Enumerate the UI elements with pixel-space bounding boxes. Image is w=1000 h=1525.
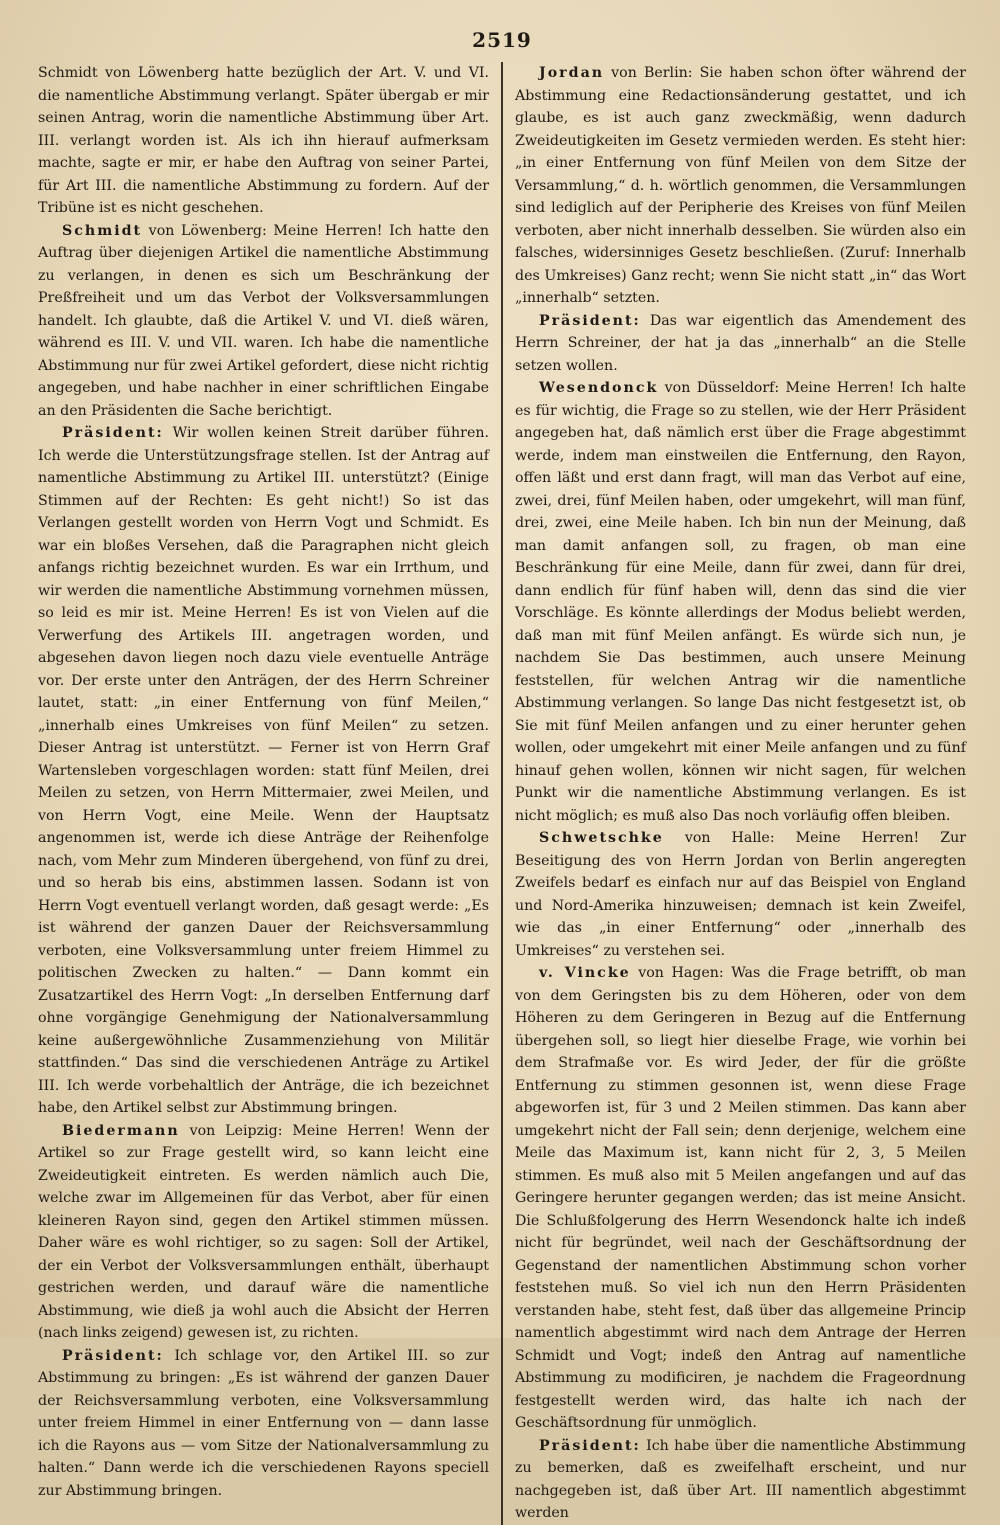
paragraph — [515, 1435, 966, 1525]
paragraph-text: Ich habe über die namentliche Abstimmung zu bemerken, daß es zweifelhaft erscheint, und nur nachgegeben ist, daß über Art. III namentlich abgestimmt werden — [515, 1437, 966, 1521]
paragraph-text: Ich schlage vor, den Artikel III. so zur Abstimmung zu bringen: „Es ist während der ganzen Dauer der Reichsversammlung verboten, eine Volksversammlung unter freiem Himmel in einer Entfernung von — dann lasse ich die Rayons aus — vom Sitze der Nationalversammlung zu halten.“ Dann werde ich die verschiedenen Rayons speciell zur Abstimmung bringen. — [38, 1347, 489, 1499]
speaker-name: Biedermann — [62, 1122, 180, 1139]
page-number: 2519 — [472, 28, 532, 52]
speaker-name: Präsident: — [62, 1347, 164, 1364]
speaker-name: Schwetschke — [539, 830, 664, 846]
paragraph — [515, 62, 966, 310]
paragraph — [38, 1345, 489, 1503]
paragraph-text: von Leipzig: Meine Herren! Wenn der Artikel so zur Frage gestellt wird, so kann leicht eine Zweideutigkeit eintreten. Es werden nämlich auch Die, welche zwar im Allgemeinen für das Verbot, aber für einen kleineren Rayon sind, gegen den Artikel stimmen müssen. Daher wäre es wohl richtiger, so zu sagen: Soll der Artikel, der ein Verbot der Volksversammlungen enthält, überhaupt gestrichen werden, und darauf wäre die namentliche Abstimmung, wie dieß ja wohl auch die Absicht der Herren (nach links zeigend) gewesen ist, zu richten. — [38, 1122, 489, 1341]
speaker-name: v. Vincke — [539, 965, 631, 981]
paragraph — [38, 62, 489, 220]
paragraph-text: von Düsseldorf: Meine Herren! Ich halte es für wichtig, die Frage so zu stellen, wie der Herr Präsident angegeben hat, daß nämlich erst über die Frage abgestimmt werde, indem man einstweilen die Entfernung, den Rayon, offen läßt und erst dann fragt, will man das Verbot auf eine, zwei, drei, fünf Meilen haben, oder umgekehrt, will man fünf, drei, zwei, eine Meile haben. Ich bin nun der Meinung, daß man damit anfangen soll, zu fragen, ob man eine Beschränkung für eine Meile, dann für zwei, dann für drei, dann endlich für fünf haben will, denn das sind die vier Vorschläge. Es könnte allerdings der Modus beliebt werden, daß man mit fünf Meilen anfängt. Es würde sich nun, je nachdem Sie Das bestimmen, auch unsere Meinung feststellen, für welchen Antrag wir die namentliche Abstimmung verlangen. So lange Das nicht festgesetzt ist, ob Sie mit fünf Meilen anfangen und zu einer herunter gehen wollen, oder umgekehrt mit einer Meile anfangen und zu fünf hinauf gehen wollen, können wir nicht sagen, für welchen Punkt wir die namentliche Abstimmung verlangen. Es ist nicht möglich; es muß also Das noch vorläufig offen bleiben. — [515, 380, 966, 824]
paragraph-text: von Hagen: Was die Frage betrifft, ob man von dem Geringsten bis zu dem Höheren, oder von dem Höheren zu dem Geringeren in Bezug auf die Entfernung übergehen soll, so liegt hier dieselbe Frage, wie vorhin bei dem Strafmaße vor. Es wird Jeder, der für die größte Entfernung zu stimmen gesonnen ist, wenn diese Frage abgeworfen ist, für 3 und 2 Meilen stimmen. Das kann aber umgekehrt nicht der Fall sein; denn derjenige, welchem eine Meile das Maximum ist, kann nicht für 2, 3, 5 Meilen stimmen. Es muß also mit 5 Meilen angefangen und auf das Geringere herunter gegangen werden; das ist meine Ansicht. Die Schlußfolgerung des Herrn Wesendonck halte ich indeß nicht für begründet, weil nach der Geschäftsordnung der Gegenstand der namentlichen Abstimmung schon vorher feststehen muß. So viel ich nun den Herrn Präsidenten verstanden habe, steht fest, daß über das allgemeine Princip namentlich abgestimmt wird nach dem Antrage der Herren Schmidt und Vogt; indeß den Antrag auf namentliche Abstimmung zu modificiren, je nachdem die Frageordnung festgestellt werden wird, das halte ich nach der Geschäftsordnung für unmöglich. — [515, 965, 966, 1431]
paragraph — [38, 220, 489, 423]
speaker-name: Präsident: — [539, 1437, 641, 1454]
paragraph-text: Schmidt von Löwenberg hatte bezüglich der Art. V. und VI. die namentliche Abstimmung verlangt. Später übergab er mir seinen Antrag, worin die namentliche Abstimmung über Art. III. verlangt worden ist. Als ich ihn hierauf aufmerksam machte, sagte er mir, er habe den Auftrag von seiner Partei, für Art III. die namentliche Abstimmung zu fordern. Auf der Tribüne ist es nicht geschehen. — [38, 65, 489, 216]
speaker-name: Präsident: — [62, 425, 164, 441]
paragraph — [515, 962, 966, 1435]
paragraph-text: Das war eigentlich das Amendement des Herrn Schreiner, der hat ja das „innerhalb“ an die Stelle setzen wollen. — [515, 312, 966, 374]
paragraph-text: von Berlin: Sie haben schon öfter während der Abstimmung eine Redactionsänderung gestattet, und ich glaube, es ist auch ganz zweckmäßig, wenn dadurch Zweideutigkeiten im Gesetz vermieden werden. Es steht hier: „in einer Entfernung von fünf Meilen von dem Sitze der Versammlung,“ d. h. wörtlich genommen, die Versammlungen sind lediglich auf der Peripherie des Kreises von fünf Meilen verboten, aber nicht innerhalb desselben. Sie würden also ein falsches, widersinniges Gesetz beschließen. (Zuruf: Innerhalb des Umkreises) Ganz recht; wenn Sie nicht statt „in“ das Wort „innerhalb“ setzten. — [515, 65, 966, 306]
right-column — [501, 62, 966, 1525]
text-columns — [38, 62, 966, 1525]
left-column — [38, 62, 501, 1525]
paragraph-text: von Löwenberg: Meine Herren! Ich hatte den Auftrag über diejenigen Artikel die namentliche Abstimmung zu verlangen, in denen es sich um Beschränkung der Preßfreiheit und um das Verbot der Volksversammlungen handelt. Ich glaubte, daß die Artikel V. und VI. dieß wären, während es III. V. und VII. waren. Ich habe die namentliche Abstimmung nur für zwei Artikel gefordert, diese nicht richtig angegeben, und habe nachher in einer schriftlichen Eingabe an den Präsidenten die Sache berichtigt. — [38, 222, 489, 419]
paragraph — [38, 1120, 489, 1345]
speaker-name: Präsident: — [539, 312, 641, 329]
speaker-name: Schmidt — [62, 222, 143, 239]
paragraph — [515, 377, 966, 827]
paragraph — [38, 422, 489, 1120]
paragraph — [515, 310, 966, 378]
paragraph-text: Wir wollen keinen Streit darüber führen. Ich werde die Unterstützungsfrage stellen. Ist der Antrag auf namentliche Abstimmung zu Artikel III. unterstützt? (Einige Stimmen auf der Rechten: Es geht nicht!) So ist das Verlangen gestellt worden von Herrn Vogt und Schmidt. Es war ein bloßes Versehen, daß die Paragraphen nicht gleich anfangs richtig bezeichnet wurden. Es war ein Irrthum, und wir werden die namentliche Abstimmung vornehmen müssen, so leid es mir ist. Meine Herren! Es ist von Vielen auf die Verwerfung des Artikels III. angetragen worden, und abgesehen davon liegen noch dazu viele eventuelle Anträge vor. Der erste unter den Anträgen, der des Herrn Schreiner lautet, statt: „in einer Entfernung von fünf Meilen,“ „innerhalb eines Umkreises von fünf Meilen“ zu setzen. Dieser Antrag ist unterstützt. — Ferner ist von Herrn Graf Wartensleben vorgeschlagen worden: statt fünf Meilen, drei Meilen zu setzen, von Herrn Mittermaier, zwei Meilen, und von Herrn Vogt, eine Meile. Wenn der Hauptsatz angenommen ist, werde ich diese Anträge der Reihenfolge nach, vom Mehr zum Minderen übergehend, von fünf zu drei, und so herab bis eins, abstimmen lassen. Sodann ist von Herrn Vogt eventuell verlangt worden, daß gesagt werde: „Es ist während der ganzen Dauer der Reichsversammlung verboten, eine Volksversammlung unter freiem Himmel zu politischen Zwecken zu halten.“ — Dann kommt ein Zusatzartikel des Herrn Vogt: „In derselben Entfernung darf ohne vorgängige Genehmigung der Nationalversammlung keine außergewöhnliche Zusammenziehung von Militär stattfinden.“ Das sind die verschiedenen Anträge zu Artikel III. Ich werde vorbehaltlich der Anträge, die ich bezeichnet habe, den Artikel selbst zur Abstimmung bringen. — [38, 425, 489, 1116]
paragraph-text: von Halle: Meine Herren! Zur Beseitigung des von Herrn Jordan von Berlin angeregten Zweifels bedarf es einfach nur auf das Beispiel von England und Nord-Amerika hinzuweisen; demnach ist kein Zweifel, wie das „in einer Entfernung“ oder „innerhalb des Umkreises“ zu verstehen sei. — [515, 830, 966, 959]
speaker-name: Wesendonck — [539, 380, 659, 396]
speaker-name: Jordan — [539, 65, 605, 81]
paragraph — [515, 827, 966, 962]
